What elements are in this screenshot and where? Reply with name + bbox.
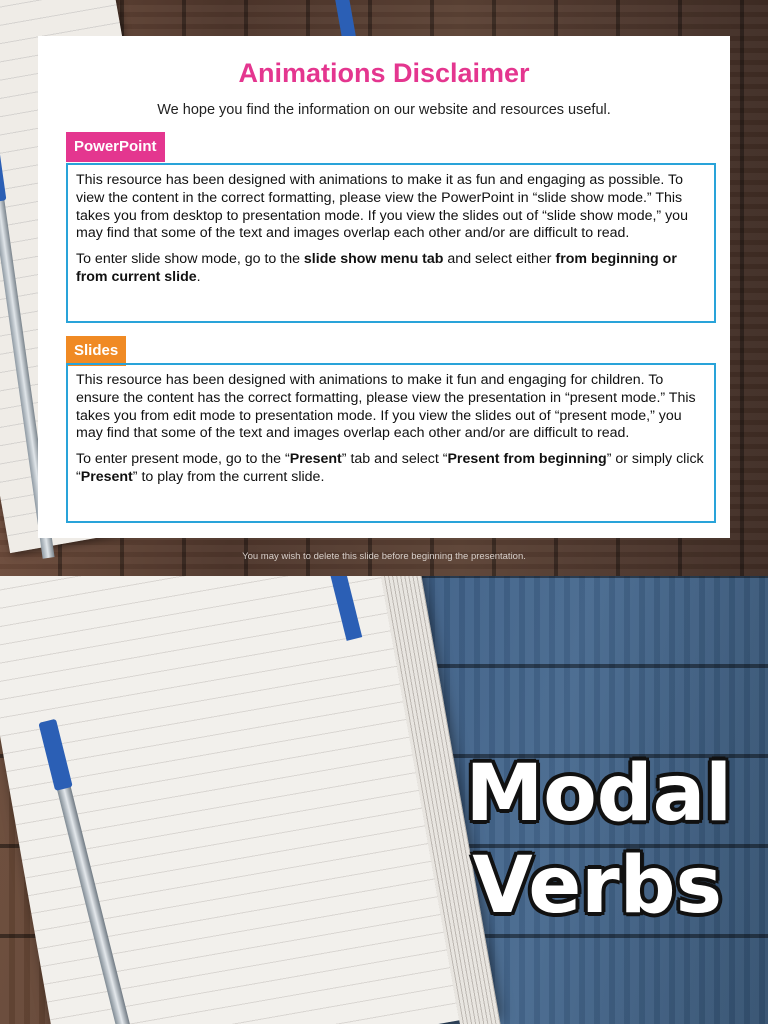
powerpoint-info-box <box>66 163 716 323</box>
title-slide <box>0 576 768 1024</box>
slides-tag: Slides <box>66 336 126 366</box>
powerpoint-paragraph-1: This resource has been designed with animations to make it as fun and engaging as possible. To view the content in the correct formatting, please view the PowerPoint in “slide show mode.” This takes you from desktop to presentation mode. If you view the slides out of “slide show mode,” you may find that some of the text and images overlap each other and/or are difficult to read. <box>76 172 688 242</box>
footnote: You may wish to delete this slide before beginning the presentation. <box>242 551 526 562</box>
bold-span: Present from beginning <box>447 451 607 468</box>
text-span: ” or simply click “ <box>76 451 704 485</box>
text-span: ” tab and select “ <box>341 451 448 468</box>
bold-span: Present <box>80 468 133 485</box>
text-span: ” to play from the current slide. <box>132 468 325 485</box>
title-line-1: Modal <box>465 749 732 839</box>
slides-paragraph-1: This resource has been designed with animations to make it fun and engaging for children. To ensure the content has the correct formatting, please view the presentation in “present mode.” This takes you from edit mode to presentation mode. If you view the slides out of “present mode,” you may find that some of the text and images overlap each other and/or are difficult to read. <box>76 372 696 442</box>
title-line-2: Verbs <box>472 841 722 931</box>
pen-cap-image <box>334 0 356 41</box>
slides-info-box <box>66 363 716 523</box>
bold-span: Present <box>289 451 342 468</box>
page-subtitle: We hope you find the information on our website and resources useful. <box>157 102 611 118</box>
powerpoint-paragraph-2 <box>76 251 706 287</box>
text-span: and select either <box>443 251 556 268</box>
powerpoint-tag: PowerPoint <box>66 132 165 162</box>
text-span: To enter slide show mode, go to the <box>76 251 304 268</box>
bold-span: slide show menu tab <box>303 251 444 268</box>
text-span: . <box>196 268 201 285</box>
page-title: Animations Disclaimer <box>238 58 530 88</box>
bold-span: from beginning or from current slide <box>76 251 677 285</box>
slides-paragraph-2 <box>76 451 706 487</box>
text-span: To enter present mode, go to the “ <box>76 451 290 468</box>
disclaimer-card <box>38 36 730 538</box>
